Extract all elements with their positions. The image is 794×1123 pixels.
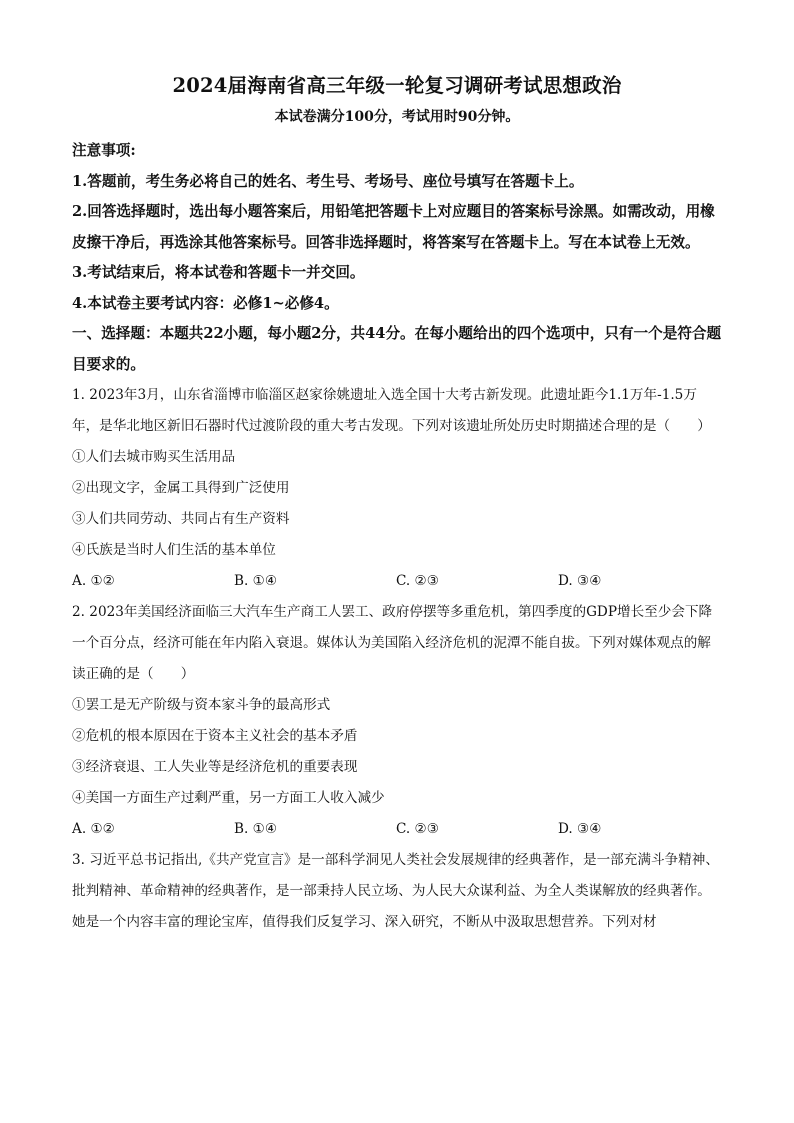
answer-choices <box>72 814 722 845</box>
exam-title: 2024届海南省高三年级一轮复习调研考试思想政治 <box>172 74 622 97</box>
option-statement: ③人们共同劳动、共同占有生产资料 <box>72 511 290 527</box>
answer-choices <box>72 566 722 597</box>
note-item-1: 1.答题前，考生务必将自己的姓名、考生号、考场号、座位号填写在答题卡上。 <box>72 172 584 190</box>
note-item-2: 2.回答选择题时，选出每小题答案后，用铅笔把答题卡上对应题目的答案标号涂黑。如需改动，用橡皮擦干净后，再选涂其他答案标号。回答非选择题时，将答案写在答题卡上。写在本试卷上无效。 <box>72 203 715 251</box>
choice-d: D. ③④ <box>558 821 602 837</box>
choice-c: C. ②③ <box>396 573 439 589</box>
option-statement: ②出现文字，金属工具得到广泛使用 <box>72 480 290 496</box>
choice-c: C. ②③ <box>396 821 439 837</box>
question-stem: 1. 2023年3月，山东省淄博市临淄区赵家徐姚遗址入选全国十大考古新发现。此遗址距今1.1万年-1.5万年，是华北地区新旧石器时代过渡阶段的重大考古发现。下列对该遗址所处历史时期描述合理的是（ ） <box>72 387 711 434</box>
choice-b: B. ①④ <box>234 821 278 837</box>
option-statement: ①人们去城市购买生活用品 <box>72 449 236 465</box>
note-item-4: 4.本试卷主要考试内容：必修1~必修4。 <box>72 294 339 312</box>
section-heading: 一、选择题：本题共22小题，每小题2分，共44分。在每小题给出的四个选项中，只有一个是符合题目要求的。 <box>72 325 722 373</box>
question-stem: 2. 2023年美国经济面临三大汽车生产商工人罢工、政府停摆等多重危机，第四季度的GDP增长至少会下降一个百分点，经济可能在年内陷入衰退。媒体认为美国陷入经济危机的泥潭不能自拔。下列对媒体观点的解读正确的是（ ） <box>72 604 713 682</box>
exam-page <box>72 62 722 938</box>
question-1 <box>72 380 722 597</box>
choice-d: D. ③④ <box>558 573 602 589</box>
option-statement: ④氏族是当时人们生活的基本单位 <box>72 542 276 558</box>
exam-subtitle: 本试卷满分100分，考试用时90分钟。 <box>274 109 520 125</box>
option-statement: ②危机的根本原因在于资本主义社会的基本矛盾 <box>72 728 358 744</box>
question-2 <box>72 597 722 845</box>
choice-a: A. ①② <box>72 573 115 589</box>
option-statement: ④美国一方面生产过剩严重，另一方面工人收入减少 <box>72 790 385 806</box>
option-statement: ③经济衰退、工人失业等是经济危机的重要表现 <box>72 759 358 775</box>
option-statement: ①罢工是无产阶级与资本家斗争的最高形式 <box>72 697 331 713</box>
question-3 <box>72 845 722 938</box>
choice-a: A. ①② <box>72 821 115 837</box>
question-stem: 3. 习近平总书记指出,《共产党宣言》是一部科学洞见人类社会发展规律的经典著作，是一部充满斗争精神、批判精神、革命精神的经典著作，是一部秉持人民立场、为人民大众谋利益、为全人类谋解放的经典著作。她是一个内容丰富的理论宝库，值得我们反复学习、深入研究，不断从中汲取思想营养。下列对材 <box>72 852 719 930</box>
notes-heading: 注意事项: <box>72 142 136 159</box>
notes-block <box>72 136 722 319</box>
choice-b: B. ①④ <box>234 573 278 589</box>
note-item-3: 3.考试结束后，将本试卷和答题卡一并交回。 <box>72 264 365 281</box>
